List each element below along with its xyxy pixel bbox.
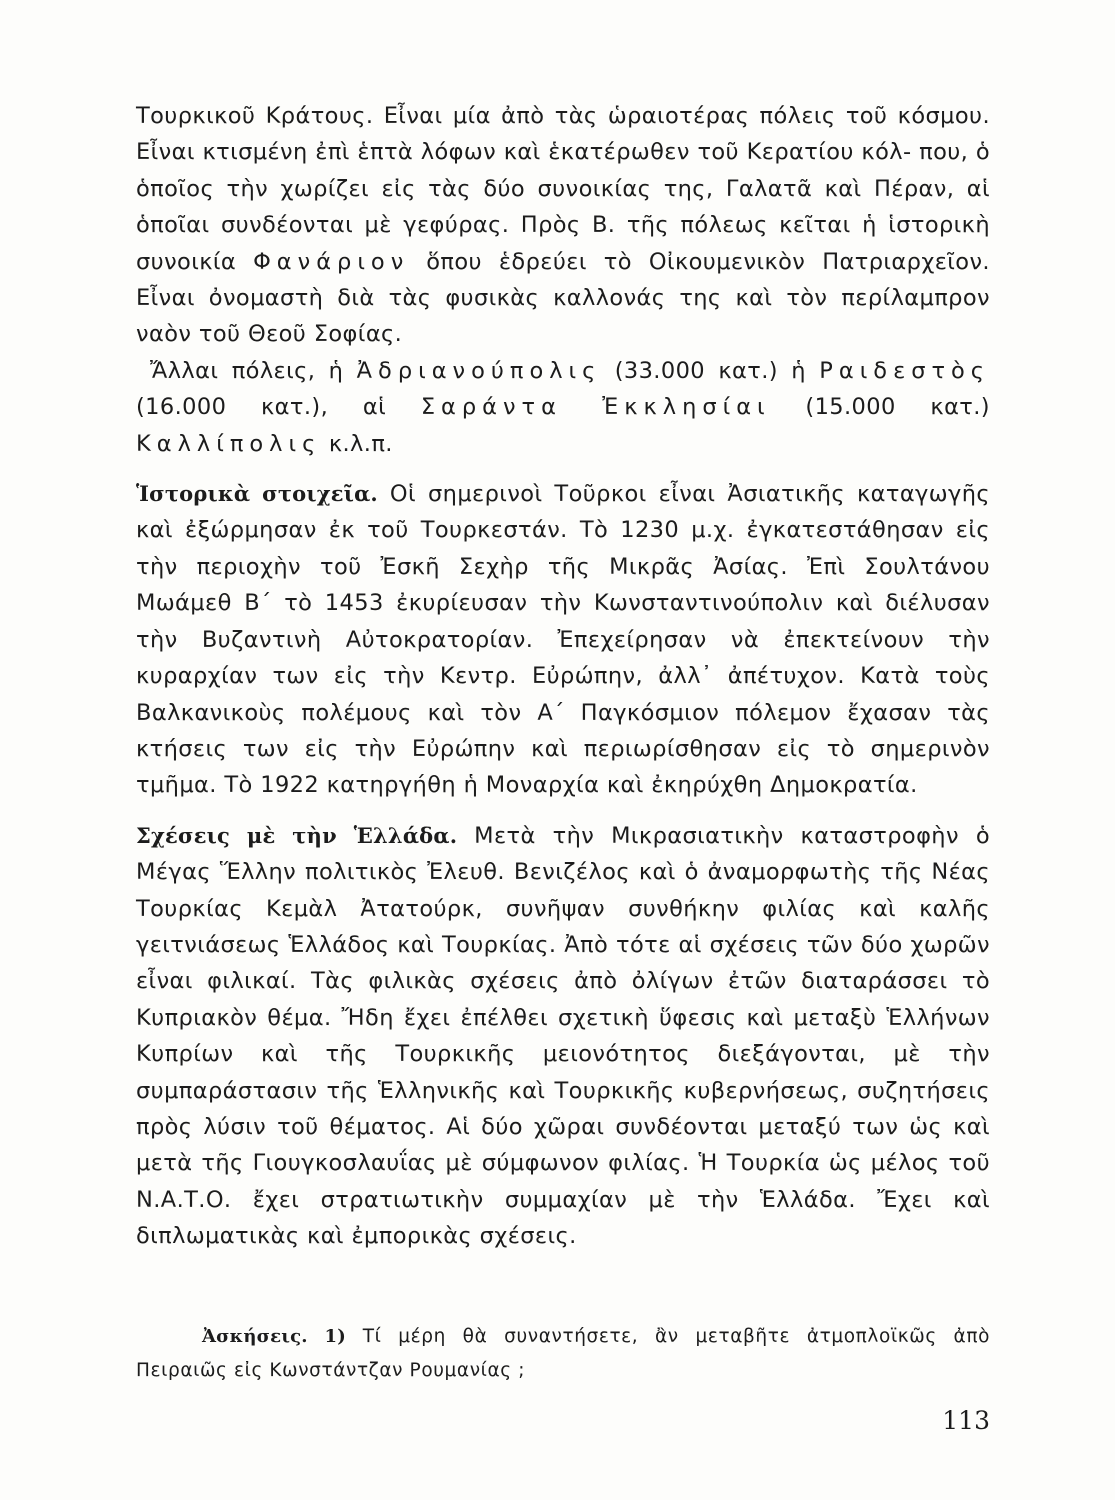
exercise-number: 1)	[324, 1326, 346, 1347]
text-line: περίλαμπρον ναὸν τοῦ Θεοῦ Σοφίας.	[136, 285, 990, 348]
paragraph-istanbul	[136, 98, 990, 353]
text-line: Εἶναι κτισμένη ἐπὶ ἑπτὰ λόφων καὶ ἑκατέρωθεν τοῦ Κερατίου κόλ-	[136, 139, 912, 166]
text-fragment: κ.λ.π.	[328, 430, 393, 457]
exercises-heading: Ἀσκήσεις.	[202, 1326, 308, 1347]
section-heading-relations: Σχέσεις μὲ τὴν Ἑλλάδα.	[136, 822, 458, 848]
paragraph-history	[136, 476, 990, 804]
text-line: που, ὁ ὁποῖος τὴν χωρίζει εἰς τὰς δύο συνοικίας της, Γαλατᾶ καὶ	[136, 139, 991, 202]
exercises	[136, 1320, 990, 1388]
text-fragment: (33.000 κατ.) ἡ	[614, 357, 806, 384]
text-fragment: Ἄλλαι πόλεις, ἡ	[150, 357, 344, 384]
spaced-term-fanarion: Φανάριον	[253, 248, 410, 275]
paragraph-relations	[136, 818, 990, 1255]
spaced-term-raidestos: Ραιδεστὸς	[819, 357, 991, 384]
spaced-term-kallipolis: Καλλίπολις	[136, 430, 322, 457]
text-line: Τουρκικοῦ Κράτους. Εἶναι μία ἀπὸ τὰς ὡραιοτέρας πόλεις τοῦ κόσμου.	[136, 103, 990, 129]
page-number: 113	[942, 1406, 990, 1435]
section-heading-history: Ἱστορικὰ στοιχεῖα.	[136, 481, 378, 507]
spaced-term-saranta: Σαράντα Ἐκκλησίαι	[420, 394, 771, 421]
text-fragment: (16.000 κατ.), αἱ	[136, 394, 387, 421]
text-line: Πέραν, αἱ ὁποῖαι συνδέονται μὲ γεφύρας. Πρὸς Β. τῆς πόλεως κεῖται	[136, 175, 990, 239]
exercise-text: Τί μέρη θὰ συναντήσετε, ἂν μεταβῆτε ἀτμοπλοϊκῶς ἀπὸ Πειραιῶς εἰς Κωνστάντζαν Ρουμανίας ;	[136, 1326, 990, 1381]
spaced-term-adrianoupolis: Ἀδριανούπολις	[356, 357, 602, 384]
text-line: ἡ ἱστορικὴ συνοικία	[136, 212, 990, 275]
paragraph-other-cities	[136, 353, 990, 462]
text-line: Πατριαρχεῖον. Εἶναι ὀνομαστὴ διὰ τὰς φυσικὰς καλλονάς της καὶ τὸν	[136, 248, 990, 312]
text-fragment: (15.000 κατ.)	[805, 394, 990, 421]
section-text-relations: Μετὰ τὴν Μικρασιατικὴν καταστροφὴν ὁ Μέγας Ἕλλην πολιτικὸς Ἐλευθ. Βενιζέλος καὶ ὁ ἀναμορφωτὴς τῆς Νέας Τουρκίας Κεμὰλ Ἀτατούρκ, συνῆψαν συνθήκην φιλίας καὶ καλῆς γειτνιάσεως Ἑλλάδος καὶ Τουρκίας. Ἀπὸ τότε αἱ σχέσεις τῶν δύο χωρῶν εἶναι φιλικαί. Τὰς φιλικὰς σχέσεις ἀπὸ ὀλίγων ἐτῶν διαταράσσει τὸ Κυπριακὸν θέμα. Ἤδη ἔχει ἐπέλθει σχετικὴ ὕφεσις καὶ μεταξὺ Ἑλλήνων Κυπρίων καὶ τῆς Τουρκικῆς μειονότητος διεξάγονται, μὲ τὴν συμπαράστασιν τῆς Ἑλληνικῆς καὶ Τουρκικῆς κυβερνήσεως, συζητήσεις πρὸς λύσιν τοῦ θέματος. Αἱ δύο χῶραι συνδέονται μεταξύ των ὡς καὶ μετὰ τῆς Γιουγκοσλαυΐας μὲ σύμφωνον φιλίας. Ἡ Τουρκία ὡς μέλος τοῦ Ν.Α.Τ.Ο. ἔχει στρατιωτικὴν συμμαχίαν μὲ τὴν Ἑλλάδα. Ἔχει καὶ διπλωματικὰς καὶ ἐμπορικὰς σχέσεις.	[136, 822, 990, 1250]
text-line: ὅπου ἑδρεύει τὸ Οἰκουμενικὸν	[426, 248, 806, 275]
main-text	[136, 98, 990, 1255]
section-text-history: Οἱ σημερινοὶ Τοῦρκοι εἶναι Ἀσιατικῆς καταγωγῆς καὶ ἐξώρμησαν ἐκ τοῦ Τουρκεστάν. Τὸ 1230 μ.χ. ἐγκατεστάθησαν εἰς τὴν περιοχὴν τοῦ Ἐσκῆ Σεχὴρ τῆς Μικρᾶς Ἀσίας. Ἐπὶ Σουλτάνου Μωάμεθ Β΄ τὸ 1453 ἐκυρίευσαν τὴν Κωνσταντινούπολιν καὶ διέλυσαν τὴν Βυζαντινὴ Αὐτοκρατορίαν. Ἐπεχείρησαν νὰ ἐπεκτείνουν τὴν κυραρχίαν των εἰς τὴν Κεντρ. Εὐρώπην, ἀλλ᾽ ἀπέτυχον. Κατὰ τοὺς Βαλκανικοὺς πολέμους καὶ τὸν Α΄ Παγκόσμιον πόλεμον ἔχασαν τὰς κτήσεις των εἰς τὴν Εὐρώπην καὶ περιωρίσθησαν εἰς τὸ σημερινὸν τμῆμα. Τὸ 1922 κατηργήθη ἡ Μοναρχία καὶ ἐκηρύχθη Δημοκρατία.	[136, 481, 990, 799]
